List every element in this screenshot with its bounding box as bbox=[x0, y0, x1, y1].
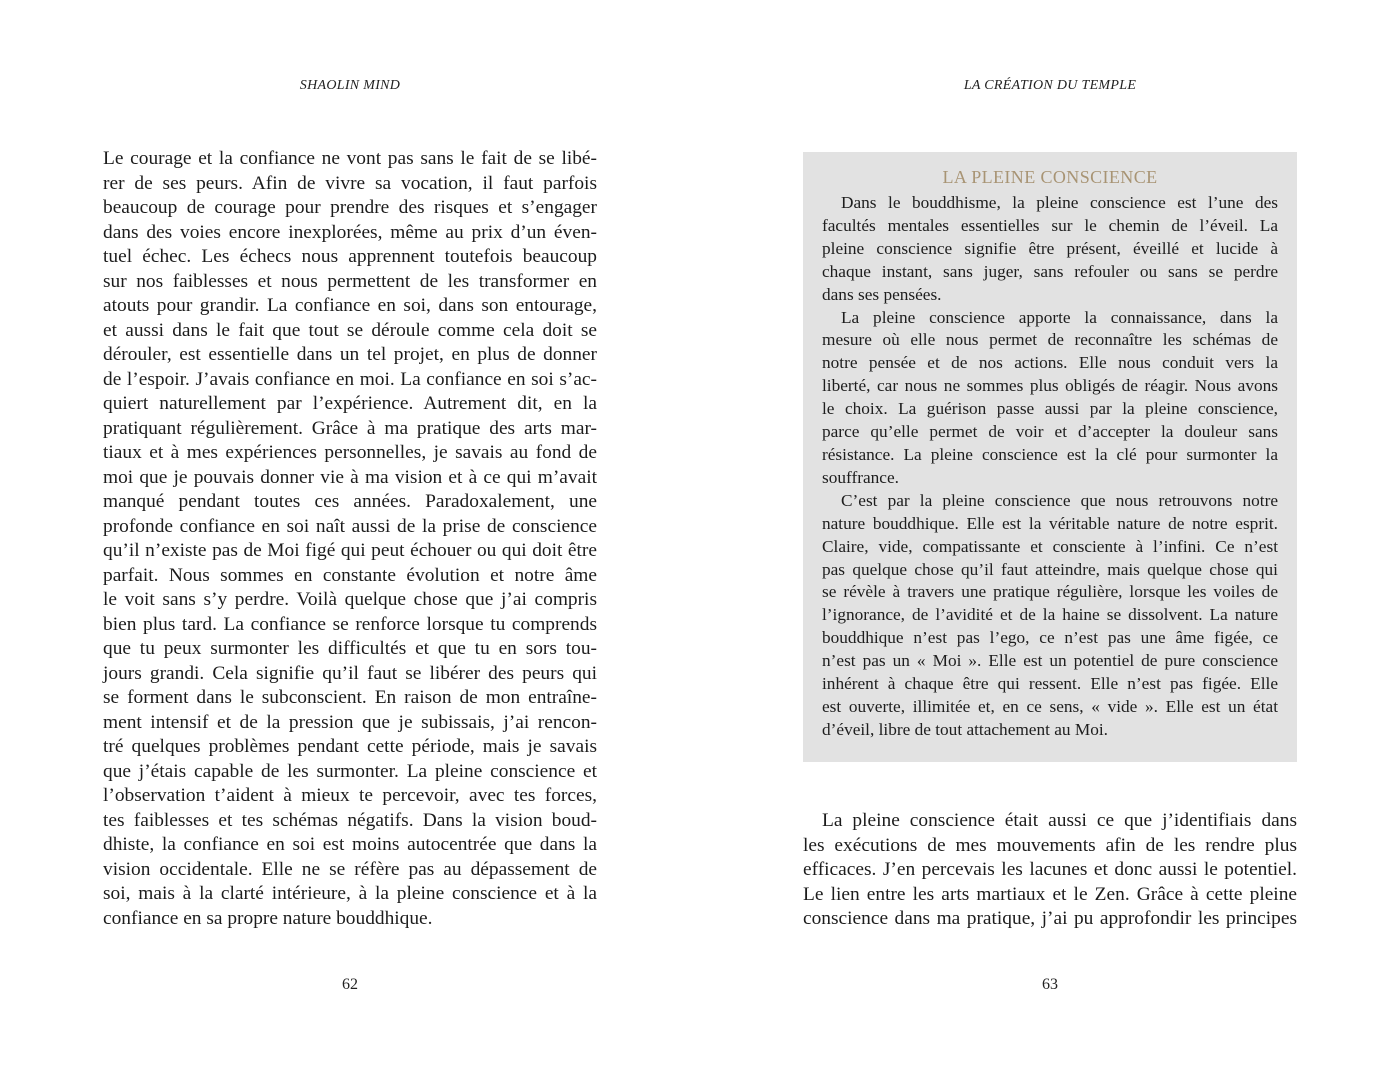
sidebar-title: LA PLEINE CONSCIENCE bbox=[942, 167, 1158, 187]
text-line: conscience dans ma pratique, j’ai pu approfondir les principes bbox=[803, 908, 1297, 929]
text-line: moi que je pouvais donner vie à ma vision et à ce qui m’avait bbox=[103, 466, 597, 488]
text-line: ment intensif et de la pression que je subissais, j’ai rencon- bbox=[103, 711, 597, 733]
text-line: bien plus tard. La confiance se renforce lorsque tu comprends bbox=[103, 613, 597, 635]
text-line: jours grandi. Cela signifie qu’il faut se libérer des peurs qui bbox=[103, 662, 597, 684]
text-line: Le lien entre les arts martiaux et le Zen. Grâce à cette pleine bbox=[803, 883, 1297, 905]
right-page bbox=[700, 0, 1400, 1075]
text-line: pas quelque chose qu’il faut atteindre, mais quelque chose qui bbox=[822, 559, 1278, 579]
sidebar-box bbox=[803, 152, 1297, 762]
text-line: beaucoup de courage pour prendre des risques et s’engager bbox=[103, 197, 597, 218]
text-line: tré quelques problèmes pendant cette période, mais je savais bbox=[103, 736, 597, 757]
text-line: pleine conscience signifie être présent, éveillé et lucide à bbox=[822, 238, 1278, 258]
text-line: se forment dans le subconscient. En raison de mon entraîne- bbox=[103, 687, 597, 708]
text-line: dans ses pensées. bbox=[822, 284, 942, 304]
text-line: profonde confiance en soi naît aussi de la prise de conscience bbox=[103, 515, 597, 537]
text-line: mesure où elle nous permet de reconnaître les schémas de bbox=[822, 330, 1278, 350]
text-line: parfait. Nous sommes en constante évolution et notre âme bbox=[103, 564, 597, 586]
text-line: liberté, car nous ne sommes plus obligés de réagir. Nous avons bbox=[822, 376, 1278, 396]
text-line: chaque instant, sans juger, sans refouler ou sans se perdre bbox=[822, 261, 1278, 281]
text-line: efficaces. J’en percevais les lacunes et donc aussi le potentiel. bbox=[803, 859, 1297, 880]
text-line: parce qu’elle permet de voir et d’accepter la douleur sans bbox=[822, 422, 1278, 442]
text-line: C’est par la pleine conscience que nous retrouvons notre bbox=[841, 490, 1278, 510]
text-line: quiert naturellement par l’expérience. Autrement dit, en la bbox=[103, 393, 597, 414]
text-line: vision occidentale. Elle ne se réfère pas au dépassement de bbox=[103, 858, 597, 880]
text-line: dérouler, est essentielle dans un tel projet, en plus de donner bbox=[103, 344, 597, 365]
text-line: résistance. La pleine conscience est la clé pour surmonter la bbox=[822, 444, 1278, 464]
running-head-left: SHAOLIN MIND bbox=[299, 78, 401, 93]
text-line: tuel échec. Les échecs nous apprennent toutefois beaucoup bbox=[103, 246, 597, 267]
text-line: d’éveil, libre de tout attachement au Moi. bbox=[822, 719, 1109, 739]
text-line: n’est pas un « Moi ». Elle est un potentiel de pure conscience bbox=[822, 651, 1278, 671]
page-number-left: 62 bbox=[342, 976, 358, 993]
text-line: La pleine conscience était aussi ce que j’identifiais dans bbox=[822, 810, 1297, 831]
text-line: notre pensée et de nos actions. Elle nous conduit vers la bbox=[822, 353, 1278, 373]
text-line: est ouverte, illimitée et, en ce sens, « vide ». Elle est un état bbox=[822, 696, 1278, 716]
text-line: que j’étais capable de les surmonter. La pleine conscience et bbox=[103, 760, 597, 782]
text-line: de l’espoir. J’avais confiance en moi. La confiance en soi s’ac- bbox=[103, 368, 597, 390]
text-line: que tu peux surmonter les difficultés et que tu en sors tou- bbox=[103, 638, 597, 659]
text-line: l’ignorance, de l’avidité et de la haine se dissolvent. La nature bbox=[822, 605, 1278, 625]
text-line: rer de ses peurs. Afin de vivre sa vocation, il faut parfois bbox=[103, 172, 597, 194]
left-body-text bbox=[103, 147, 597, 931]
text-line: dhiste, la confiance en soi est moins autocentrée que dans la bbox=[103, 834, 597, 855]
text-line: le voit sans s’y perdre. Voilà quelque chose que j’ai compris bbox=[103, 589, 597, 610]
text-line: et aussi dans le fait que tout se déroule comme cela doit se bbox=[103, 319, 597, 341]
text-line: les exécutions de mes mouvements afin de les rendre plus bbox=[803, 834, 1297, 856]
text-line: nature bouddhique. Elle est la véritable nature de notre esprit. bbox=[822, 513, 1278, 533]
text-line: atouts pour grandir. La confiance en soi, dans son entourage, bbox=[103, 295, 597, 316]
text-line: Le courage et la confiance ne vont pas sans le fait de se libé- bbox=[103, 148, 597, 169]
text-line: tiaux et à mes expériences personnelles, je savais au fond de bbox=[103, 442, 597, 463]
right-body-text bbox=[803, 809, 1297, 932]
text-line: bouddhique n’est pas l’ego, ce n’est pas une âme figée, ce bbox=[822, 628, 1278, 648]
sidebar-text bbox=[822, 192, 1278, 742]
text-line: manqué pendant toutes ces années. Paradoxalement, une bbox=[103, 491, 597, 512]
text-line: sur nos faiblesses et nous permettent de les transformer en bbox=[103, 270, 597, 292]
page-number-right: 63 bbox=[1042, 976, 1058, 993]
text-line: le choix. La guérison passe aussi par la pleine conscience, bbox=[822, 399, 1278, 419]
text-line: dans des voies encore inexplorées, même au prix d’un éven- bbox=[103, 221, 597, 243]
text-line: confiance en sa propre nature bouddhique. bbox=[103, 907, 433, 929]
text-line: soi, mais à la clarté intérieure, à la pleine conscience et à la bbox=[103, 883, 597, 904]
text-line: Claire, vide, compatissante et consciente à l’infini. Ce n’est bbox=[822, 536, 1278, 556]
text-line: qu’il n’existe pas de Moi figé qui peut échouer ou qui doit être bbox=[103, 540, 597, 561]
text-line: pratiquant régulièrement. Grâce à ma pratique des arts mar- bbox=[103, 417, 597, 439]
text-line: Dans le bouddhisme, la pleine conscience est l’une des bbox=[841, 193, 1278, 212]
running-head-right: LA CRÉATION DU TEMPLE bbox=[963, 78, 1137, 93]
text-line: tes faiblesses et tes schémas négatifs. Dans la vision boud- bbox=[103, 809, 597, 831]
text-line: La pleine conscience apporte la connaissance, dans la bbox=[841, 307, 1278, 327]
text-line: facultés mentales essentielles sur le chemin de l’éveil. La bbox=[822, 215, 1278, 235]
text-line: l’observation t’aident à mieux te percevoir, avec tes forces, bbox=[103, 785, 597, 806]
text-line: souffrance. bbox=[822, 467, 899, 487]
text-line: se révèle à travers une pratique régulière, lorsque les voiles de bbox=[822, 582, 1278, 602]
text-line: inhérent à chaque être qui ressent. Elle n’est pas figée. Elle bbox=[822, 674, 1278, 694]
